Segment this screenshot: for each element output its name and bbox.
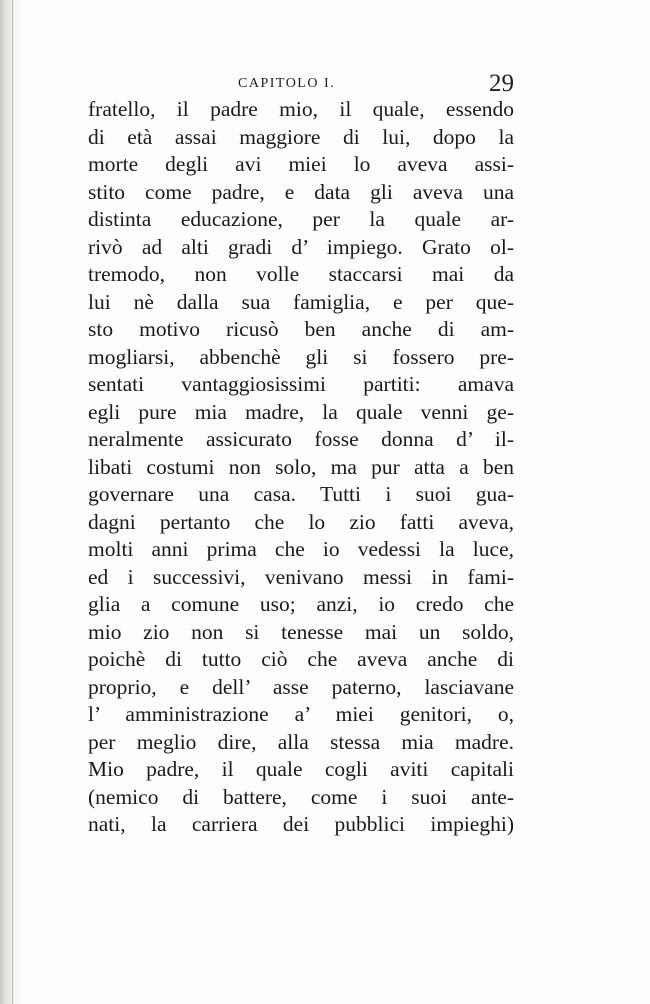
- text-line: (nemico di battere, come i suoi ante-: [88, 784, 514, 809]
- text-line: fratello, il padre mio, il quale, essendo: [88, 97, 514, 121]
- text-line: poichè di tutto ciò che aveva anche di: [88, 647, 514, 671]
- text-line: distinta educazione, per la quale ar-: [88, 207, 514, 231]
- body-text: [88, 96, 514, 839]
- binding-gutter-line: [12, 0, 13, 1004]
- text-line: di età assai maggiore di lui, dopo la: [88, 124, 514, 149]
- text-line: governare una casa. Tutti i suoi gua-: [88, 482, 514, 506]
- text-line: molti anni prima che io vedessi la luce,: [88, 537, 514, 561]
- text-line: l’ amministrazione a’ miei genitori, o,: [88, 702, 514, 726]
- binding-gutter-shadow: [0, 0, 22, 1004]
- text-line: stito come padre, e data gli aveva una: [88, 179, 514, 204]
- text-line: neralmente assicurato fosse donna d’ il-: [88, 427, 514, 451]
- text-line: rivò ad alti gradi d’ impiego. Grato ol-: [88, 234, 514, 259]
- text-line: mio zio non si tenesse mai un soldo,: [88, 619, 514, 644]
- text-line: mogliarsi, abbenchè gli si fossero pre-: [88, 344, 514, 369]
- text-line: egli pure mia madre, la quale venni ge-: [88, 399, 514, 424]
- page-number: 29: [489, 70, 514, 97]
- chapter-heading: CAPITOLO I.: [238, 76, 336, 91]
- text-line: tremodo, non volle staccarsi mai da: [88, 262, 514, 286]
- text-line: sentati vantaggiosissimi partiti: amava: [88, 372, 514, 396]
- text-line: Mio padre, il quale cogli aviti capitali: [88, 757, 514, 781]
- text-line: lui nè dalla sua famiglia, e per que-: [88, 289, 514, 314]
- text-line: morte degli avi miei lo aveva assi-: [88, 152, 514, 176]
- text-line: libati costumi non solo, ma pur atta a ben: [88, 454, 514, 479]
- text-line: ed i successivi, venivano messi in fami-: [88, 564, 514, 589]
- text-line: proprio, e dell’ asse paterno, lasciavane: [88, 674, 514, 699]
- text-line: glia a comune uso; anzi, io credo che: [88, 592, 514, 616]
- text-line: per meglio dire, alla stessa mia madre.: [88, 729, 514, 754]
- text-line: sto motivo ricusò ben anche di am-: [88, 317, 514, 341]
- text-line: dagni pertanto che lo zio fatti aveva,: [88, 509, 514, 534]
- text-line: nati, la carriera dei pubblici impieghi): [88, 812, 514, 836]
